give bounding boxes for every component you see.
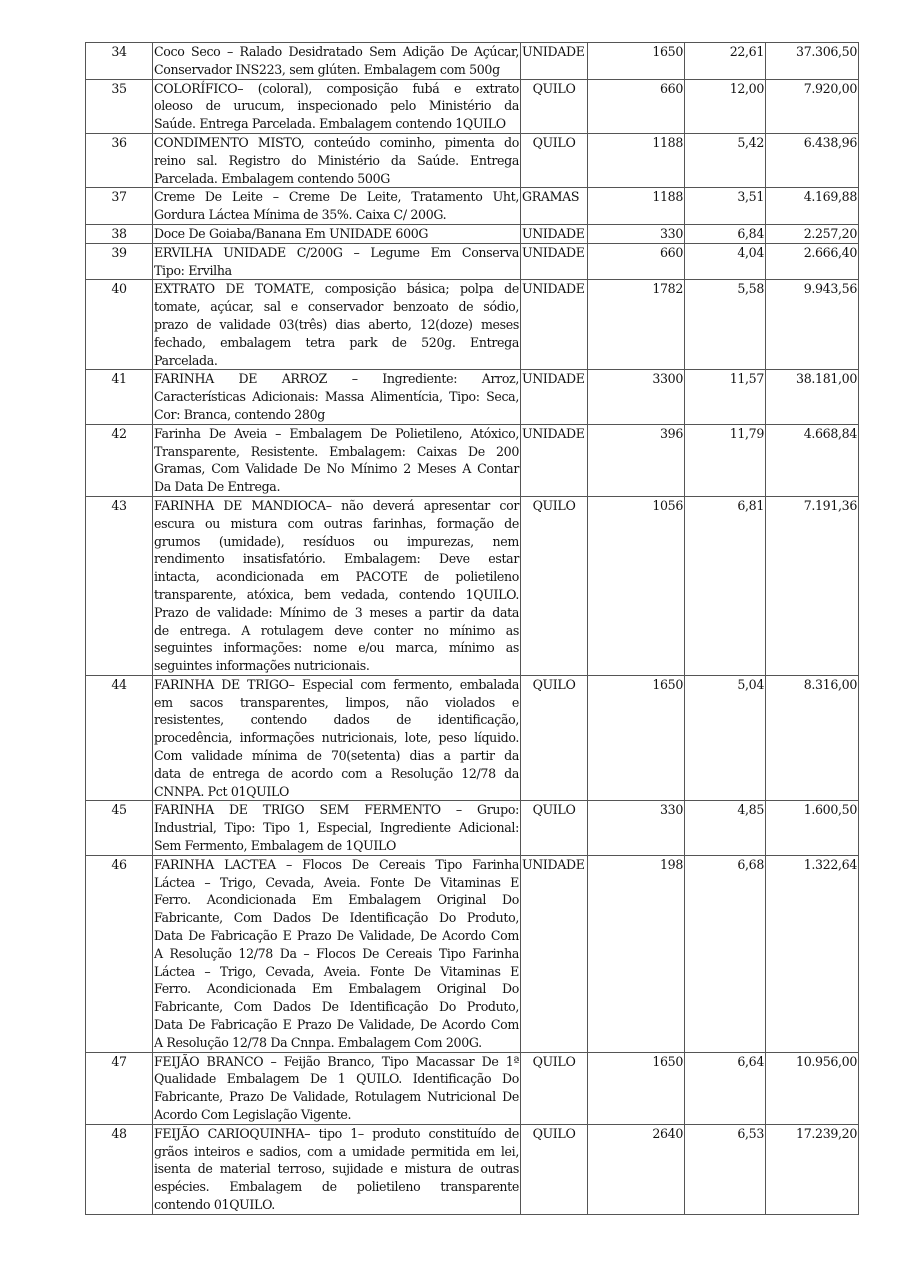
item-number-cell: 34 <box>86 43 153 80</box>
quantity-cell: 198 <box>588 855 685 1052</box>
description-line: espécies. Embalagem de polietileno transparente <box>154 1179 519 1195</box>
description-line: FARINHA DE TRIGO– Especial com fermento, embalada <box>154 676 519 692</box>
description-line: FARINHA DE TRIGO SEM FERMENTO – Grupo: <box>154 802 519 818</box>
description-line: Parcelada. <box>154 352 218 368</box>
total-cell: 7.920,00 <box>766 79 859 133</box>
table-row <box>86 1052 859 1124</box>
unit-cell: UNIDADE <box>521 243 588 280</box>
unit-price-cell: 12,00 <box>685 79 766 133</box>
item-description-cell <box>153 855 521 1052</box>
unit-cell: UNIDADE <box>521 424 588 496</box>
items-table <box>85 42 859 1215</box>
description-line: Transparente, Resistente. Embalagem: Caixas De 200 <box>154 443 519 459</box>
total-cell: 17.239,20 <box>766 1124 859 1214</box>
table-row <box>86 243 859 280</box>
description-line: Com validade mínima de 70(setenta) dias a partir da <box>154 748 519 764</box>
total-cell: 7.191,36 <box>766 496 859 675</box>
total-cell: 6.438,96 <box>766 133 859 187</box>
table-row <box>86 675 859 801</box>
quantity-cell: 2640 <box>588 1124 685 1214</box>
quantity-cell: 660 <box>588 79 685 133</box>
total-cell: 10.956,00 <box>766 1052 859 1124</box>
item-number-cell: 40 <box>86 280 153 370</box>
quantity-cell: 660 <box>588 243 685 280</box>
description-line: Prazo de validade: Mínimo de 3 meses a partir da data <box>154 604 519 620</box>
unit-price-cell: 6,68 <box>685 855 766 1052</box>
item-description-cell <box>153 280 521 370</box>
description-line: Ferro. Acondicionada Em Embalagem Original Do <box>154 981 519 997</box>
item-number-cell: 36 <box>86 133 153 187</box>
unit-cell: QUILO <box>521 1052 588 1124</box>
item-number-cell: 46 <box>86 855 153 1052</box>
item-description-cell <box>153 224 521 243</box>
description-line: Sem Fermento, Embalagem de 1QUILO <box>154 838 396 854</box>
item-description-cell <box>153 133 521 187</box>
table-row <box>86 855 859 1052</box>
item-number-cell: 35 <box>86 79 153 133</box>
total-cell: 2.257,20 <box>766 224 859 243</box>
unit-cell: GRAMAS <box>521 188 588 225</box>
description-line: Ferro. Acondicionada Em Embalagem Original Do <box>154 892 519 908</box>
item-description-cell <box>153 43 521 80</box>
unit-price-cell: 5,58 <box>685 280 766 370</box>
document-page <box>85 42 858 1215</box>
item-number-cell: 47 <box>86 1052 153 1124</box>
description-line: reino sal. Registro do Ministério da Saúde. Entrega <box>154 152 519 168</box>
description-line: Coco Seco – Ralado Desidratado Sem Adição De Açúcar, <box>154 44 519 59</box>
item-number-cell: 38 <box>86 224 153 243</box>
unit-cell: UNIDADE <box>521 280 588 370</box>
description-line: Saúde. Entrega Parcelada. Embalagem contendo 1QUILO <box>154 116 506 132</box>
table-row <box>86 224 859 243</box>
unit-cell: QUILO <box>521 1124 588 1214</box>
unit-cell: QUILO <box>521 801 588 855</box>
item-number-cell: 48 <box>86 1124 153 1214</box>
unit-cell: QUILO <box>521 496 588 675</box>
unit-cell: UNIDADE <box>521 224 588 243</box>
quantity-cell: 330 <box>588 224 685 243</box>
total-cell: 8.316,00 <box>766 675 859 801</box>
unit-price-cell: 5,42 <box>685 133 766 187</box>
unit-price-cell: 22,61 <box>685 43 766 80</box>
table-row <box>86 79 859 133</box>
items-table-body <box>86 43 859 1215</box>
description-line: de entrega. A rotulagem deve conter no mínimo as <box>154 622 519 638</box>
quantity-cell: 1056 <box>588 496 685 675</box>
table-row <box>86 801 859 855</box>
total-cell: 1.322,64 <box>766 855 859 1052</box>
item-number-cell: 45 <box>86 801 153 855</box>
unit-price-cell: 6,53 <box>685 1124 766 1214</box>
total-cell: 38.181,00 <box>766 370 859 424</box>
description-line: EXTRATO DE TOMATE, composição básica; polpa de <box>154 281 519 297</box>
description-line: ERVILHA UNIDADE C/200G – Legume Em Conserva <box>154 244 519 260</box>
description-line: Fabricante, Com Dados De Identificação Do Produto, <box>154 999 519 1015</box>
item-description-cell <box>153 675 521 801</box>
quantity-cell: 330 <box>588 801 685 855</box>
description-line: COLORÍFICO– (coloral), composição fubá e extrato <box>154 80 519 96</box>
item-number-cell: 42 <box>86 424 153 496</box>
description-line: fechado, embalagem tetra park de 520g. Entrega <box>154 334 519 350</box>
table-row <box>86 370 859 424</box>
unit-price-cell: 4,85 <box>685 801 766 855</box>
unit-cell: UNIDADE <box>521 370 588 424</box>
table-row <box>86 133 859 187</box>
table-row <box>86 43 859 80</box>
item-description-cell <box>153 243 521 280</box>
table-row <box>86 1124 859 1214</box>
description-line: transparente, atóxica, bem vedada, contendo 1QUILO. <box>154 586 519 602</box>
description-line: seguintes informações: nome e/ou marca, mínimo as <box>154 640 519 656</box>
description-line: contendo 01QUILO. <box>154 1197 275 1212</box>
table-row <box>86 496 859 675</box>
description-line: grumos (umidade), resíduos ou impurezas, nem <box>154 533 519 549</box>
description-line: Láctea – Trigo, Cevada, Aveia. Fonte De Vitaminas E <box>154 874 519 890</box>
unit-cell: UNIDADE <box>521 855 588 1052</box>
unit-cell: QUILO <box>521 79 588 133</box>
description-line: Doce De Goiaba/Banana Em UNIDADE 600G <box>154 225 429 241</box>
description-line: A Resolução 12/78 Da Cnnpa. Embalagem Com 200G. <box>154 1034 482 1050</box>
description-line: Características Adicionais: Massa Alimentícia, Tipo: Seca, <box>154 389 519 405</box>
description-line: Qualidade Embalagem De 1 QUILO. Identificação Do <box>154 1071 519 1087</box>
description-line: grãos inteiros e sadios, com a umidade permitida em lei, <box>154 1143 519 1159</box>
total-cell: 1.600,50 <box>766 801 859 855</box>
description-line: tomate, açúcar, sal e conservador benzoato de sódio, <box>154 299 519 315</box>
item-number-cell: 39 <box>86 243 153 280</box>
description-line: Parcelada. Embalagem contendo 500G <box>154 170 390 186</box>
description-line: Láctea – Trigo, Cevada, Aveia. Fonte De Vitaminas E <box>154 963 519 979</box>
quantity-cell: 1782 <box>588 280 685 370</box>
description-line: FARINHA DE MANDIOCA– não deverá apresentar cor <box>154 497 519 513</box>
description-line: rendimento insatisfatório. Embalagem: Deve estar <box>154 551 519 567</box>
description-line: FEIJÃO CARIOQUINHA– tipo 1– produto constituído de <box>154 1125 519 1141</box>
item-number-cell: 43 <box>86 496 153 675</box>
description-line: Creme De Leite – Creme De Leite, Tratamento Uht, <box>154 189 519 205</box>
item-description-cell <box>153 188 521 225</box>
item-number-cell: 41 <box>86 370 153 424</box>
item-description-cell <box>153 1052 521 1124</box>
description-line: Tipo: Ervilha <box>154 262 232 278</box>
description-line: data de entrega de acordo com a Resolução 12/78 da <box>154 765 519 781</box>
item-description-cell <box>153 424 521 496</box>
quantity-cell: 3300 <box>588 370 685 424</box>
description-line: Fabricante, Com Dados De Identificação Do Produto, <box>154 910 519 926</box>
description-line: Fabricante, Prazo De Validade, Rotulagem Nutricional De <box>154 1089 519 1105</box>
quantity-cell: 1650 <box>588 1052 685 1124</box>
total-cell: 2.666,40 <box>766 243 859 280</box>
unit-cell: UNIDADE <box>521 43 588 80</box>
total-cell: 4.668,84 <box>766 424 859 496</box>
description-line: prazo de validade 03(três) dias aberto, 12(doze) meses <box>154 316 519 332</box>
unit-price-cell: 11,57 <box>685 370 766 424</box>
description-line: Acordo Com Legislação Vigente. <box>154 1107 352 1123</box>
quantity-cell: 1188 <box>588 188 685 225</box>
unit-price-cell: 6,84 <box>685 224 766 243</box>
item-description-cell <box>153 79 521 133</box>
description-line: CONDIMENTO MISTO, conteúdo cominho, pimenta do <box>154 134 519 150</box>
unit-price-cell: 6,64 <box>685 1052 766 1124</box>
quantity-cell: 396 <box>588 424 685 496</box>
table-row <box>86 188 859 225</box>
description-line: Conservador INS223, sem glúten. Embalagem com 500g <box>154 61 500 77</box>
quantity-cell: 1650 <box>588 43 685 80</box>
description-line: Gramas, Com Validade De No Mínimo 2 Meses A Contar <box>154 461 519 477</box>
description-line: Industrial, Tipo: Tipo 1, Especial, Ingrediente Adicional: <box>154 820 519 836</box>
table-row <box>86 424 859 496</box>
description-line: intacta, acondicionada em PACOTE de polietileno <box>154 569 519 585</box>
description-line: FARINHA DE ARROZ – Ingrediente: Arroz, <box>154 371 519 387</box>
total-cell: 9.943,56 <box>766 280 859 370</box>
unit-price-cell: 4,04 <box>685 243 766 280</box>
description-line: procedência, informações nutricionais, lote, peso líquido. <box>154 730 519 746</box>
unit-price-cell: 11,79 <box>685 424 766 496</box>
unit-price-cell: 6,81 <box>685 496 766 675</box>
description-line: Gordura Láctea Mínima de 35%. Caixa C/ 200G. <box>154 207 447 223</box>
description-line: Da Data De Entrega. <box>154 479 281 495</box>
total-cell: 37.306,50 <box>766 43 859 80</box>
item-description-cell <box>153 496 521 675</box>
quantity-cell: 1188 <box>588 133 685 187</box>
unit-price-cell: 5,04 <box>685 675 766 801</box>
description-line: FARINHA LACTEA – Flocos De Cereais Tipo Farinha <box>154 856 519 872</box>
item-number-cell: 37 <box>86 188 153 225</box>
description-line: CNNPA. Pct 01QUILO <box>154 783 290 799</box>
description-line: Data De Fabricação E Prazo De Validade, De Acordo Com <box>154 1017 519 1033</box>
total-cell: 4.169,88 <box>766 188 859 225</box>
unit-price-cell: 3,51 <box>685 188 766 225</box>
table-row <box>86 280 859 370</box>
unit-cell: QUILO <box>521 675 588 801</box>
description-line: escura ou mistura com outras farinhas, formação de <box>154 515 519 531</box>
description-line: Farinha De Aveia – Embalagem De Polietileno, Atóxico, <box>154 425 519 441</box>
description-line: Cor: Branca, contendo 280g <box>154 406 325 422</box>
description-line: seguintes informações nutricionais. <box>154 658 370 674</box>
unit-cell: QUILO <box>521 133 588 187</box>
description-line: isenta de material terroso, sujidade e mistura de outras <box>154 1161 519 1177</box>
description-line: Data De Fabricação E Prazo De Validade, De Acordo Com <box>154 928 519 944</box>
item-number-cell: 44 <box>86 675 153 801</box>
description-line: em sacos transparentes, limpos, não violados e <box>154 694 519 710</box>
description-line: oleoso de urucum, inspecionado pelo Ministério da <box>154 98 519 114</box>
item-description-cell <box>153 801 521 855</box>
quantity-cell: 1650 <box>588 675 685 801</box>
item-description-cell <box>153 1124 521 1214</box>
description-line: A Resolução 12/78 Da – Flocos De Cereais Tipo Farinha <box>154 945 519 961</box>
description-line: FEIJÃO BRANCO – Feijão Branco, Tipo Macassar De 1ª <box>154 1053 519 1069</box>
item-description-cell <box>153 370 521 424</box>
description-line: resistentes, contendo dados de identificação, <box>154 712 519 728</box>
